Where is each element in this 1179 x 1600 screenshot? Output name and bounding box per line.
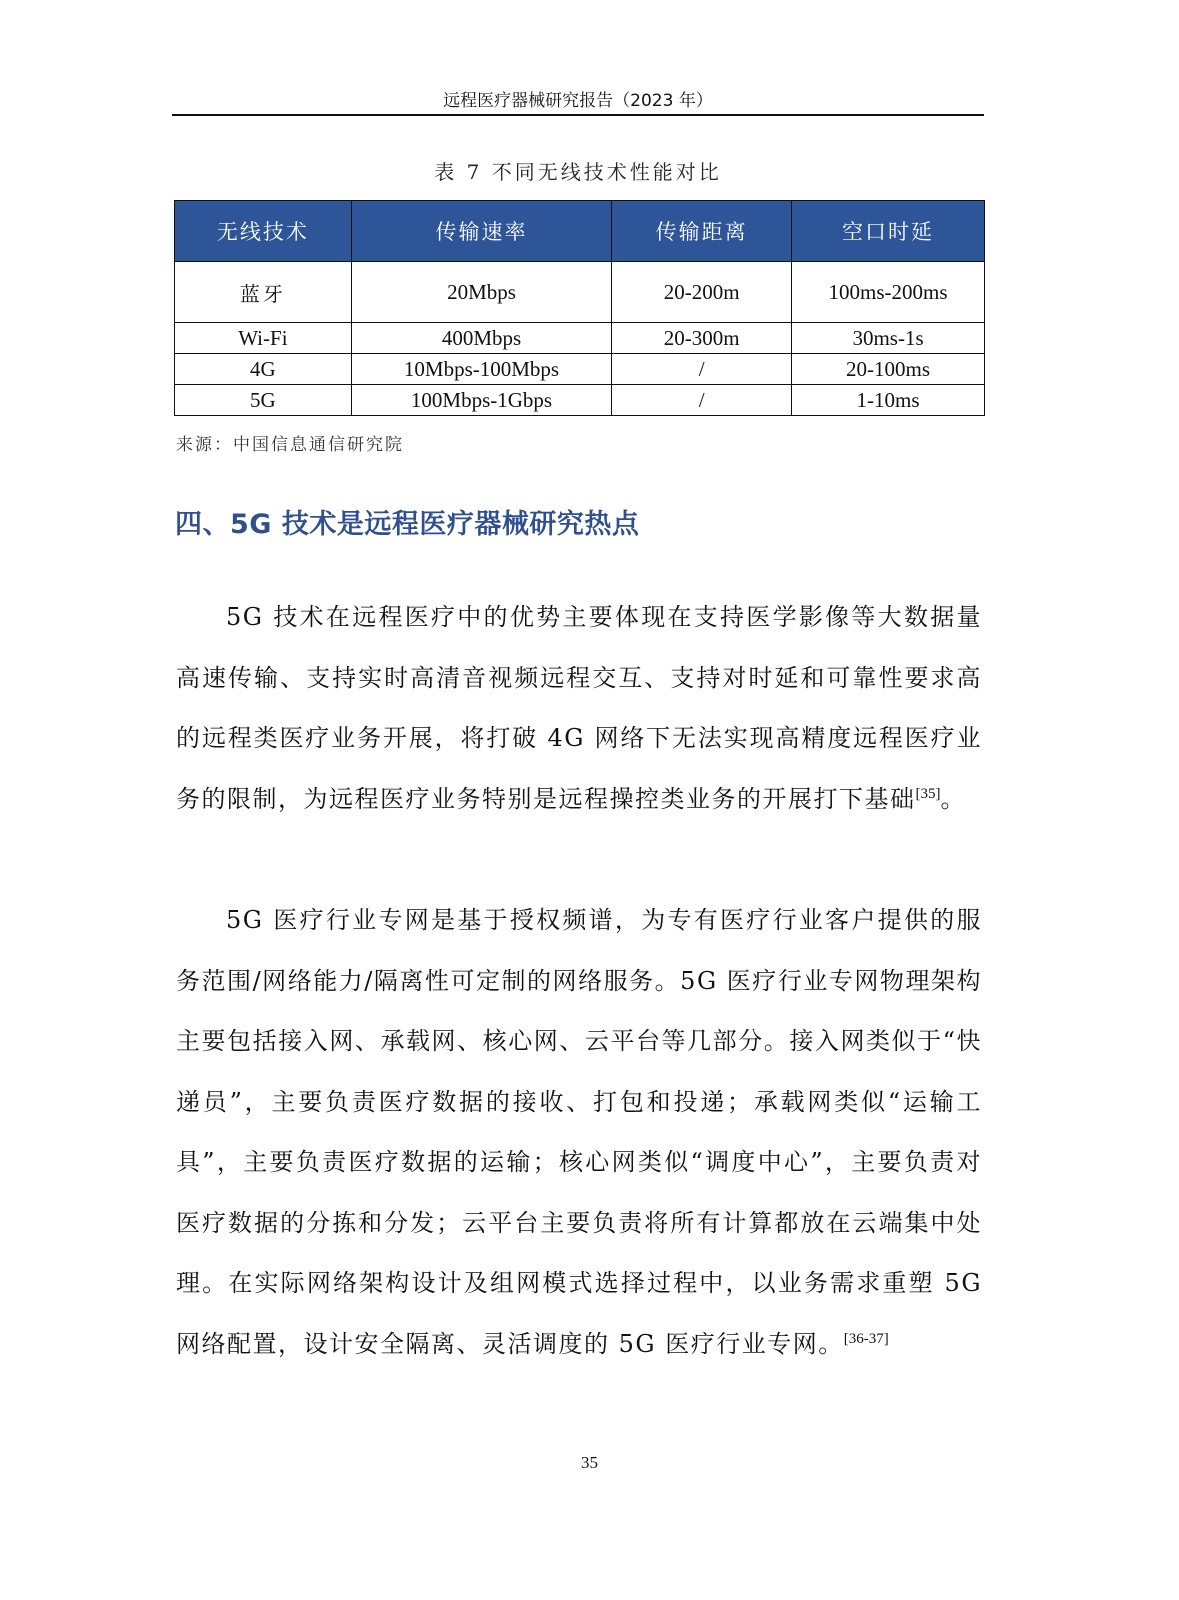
table-cell: 20Mbps — [351, 262, 611, 323]
table-cell: 蓝牙 — [175, 262, 352, 323]
table-cell: 30ms-1s — [792, 323, 985, 354]
column-header: 传输速率 — [351, 201, 611, 262]
table-cell: 100Mbps-1Gbps — [351, 385, 611, 416]
table-cell: / — [612, 385, 792, 416]
page-number: 35 — [581, 1453, 598, 1472]
table-cell: 10Mbps-100Mbps — [351, 354, 611, 385]
body-paragraph — [176, 587, 982, 829]
citation-reference: [35] — [915, 785, 941, 802]
column-header: 空口时延 — [792, 201, 985, 262]
table-source-note: 来源：中国信息通信研究院 — [176, 435, 404, 455]
citation-reference: [36-37] — [843, 1330, 889, 1347]
section-heading: 四、5G 技术是远程医疗器械研究热点 — [175, 509, 640, 540]
table-cell: 1-10ms — [792, 385, 985, 416]
table-cell: 5G — [175, 385, 352, 416]
table-cell: 20-100ms — [792, 354, 985, 385]
table-header-row — [175, 201, 985, 262]
wireless-comparison-table — [174, 200, 985, 416]
column-header: 无线技术 — [175, 201, 352, 262]
table-cell: 20-200m — [612, 262, 792, 323]
running-header: 远程医疗器械研究报告（2023 年） — [443, 91, 713, 111]
paragraph-text: 5G 技术在远程医疗中的优势主要体现在支持医学影像等大数据量高速传输、支持实时高清音视频远程交互、支持对时延和可靠性要求高的远程类医疗业务开展，将打破 4G 网络下无法实现高精度远程医疗业务的限制，为远程医疗业务特别是远程操控类业务的开展打下基础 — [176, 603, 982, 813]
table-cell: 20-300m — [612, 323, 792, 354]
table-row — [175, 323, 985, 354]
table-cell: / — [612, 354, 792, 385]
table-cell: 100ms-200ms — [792, 262, 985, 323]
table-cell: Wi-Fi — [175, 323, 352, 354]
table-caption: 表 7 不同无线技术性能对比 — [434, 160, 722, 184]
table-row — [175, 385, 985, 416]
table-row — [175, 354, 985, 385]
paragraph-end: 。 — [940, 784, 966, 813]
header-divider — [172, 114, 984, 116]
paragraph-text: 5G 医疗行业专网是基于授权频谱，为专有医疗行业客户提供的服务范围/网络能力/隔离性可定制的网络服务。5G 医疗行业专网物理架构主要包括接入网、承载网、核心网、云平台等几部分。接入网类似于“快递员”，主要负责医疗数据的接收、打包和投递；承载网类似“运输工具”，主要负责医疗数据的运输；核心网类似“调度中心”，主要负责对医疗数据的分拣和分发；云平台主要负责将所有计算都放在云端集中处理。在实际网络架构设计及组网模式选择过程中，以业务需求重塑 5G 网络配置，设计安全隔离、灵活调度的 5G 医疗行业专网。 — [176, 906, 982, 1358]
column-header: 传输距离 — [612, 201, 792, 262]
table-cell: 4G — [175, 354, 352, 385]
table-cell: 400Mbps — [351, 323, 611, 354]
table-row — [175, 262, 985, 323]
body-paragraph — [176, 890, 982, 1374]
